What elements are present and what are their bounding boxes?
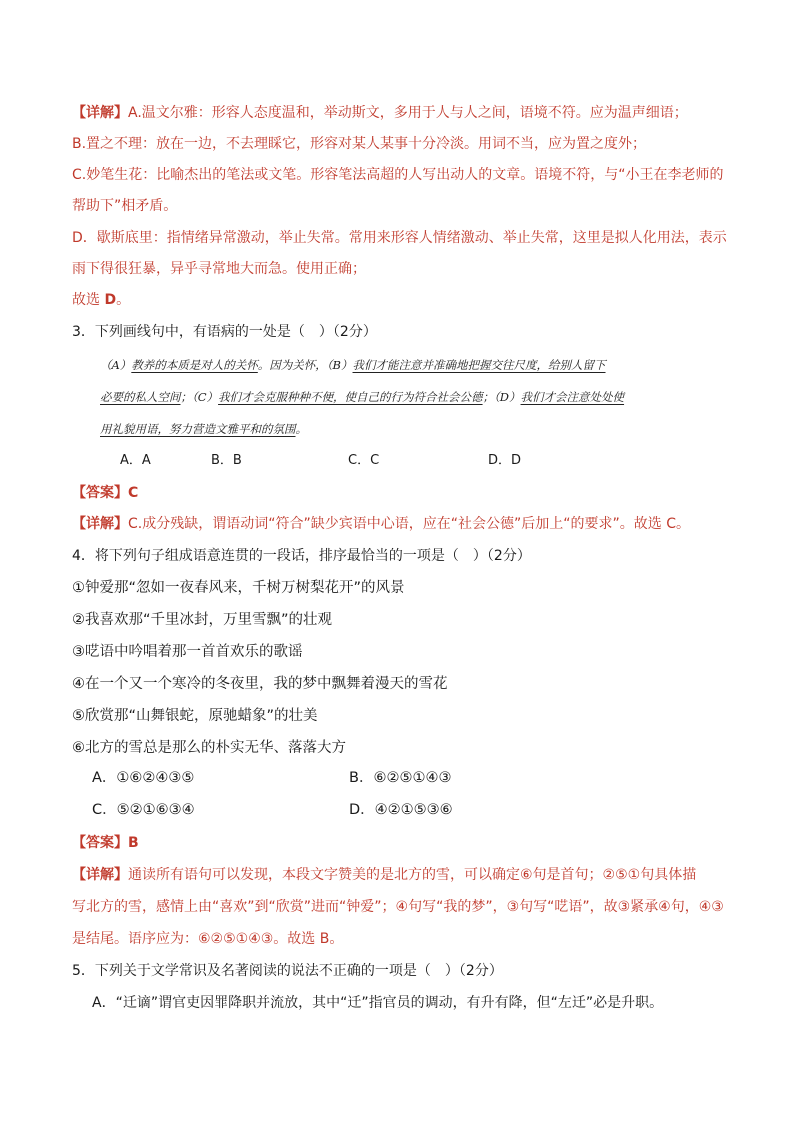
q4-option-a: A．①⑥②④③⑤ xyxy=(92,770,195,786)
detail-text: 通读所有语句可以发现，本段文字赞美的是北方的雪，可以确定⑥句是首句；②⑤①句具体描 xyxy=(128,867,697,883)
detail-text: A.温文尔雅：形容人态度温和，举动斯文，多用于人与人之间，语境不符。应为温声细语； xyxy=(128,105,688,121)
q4-answer xyxy=(72,834,139,852)
detail-line-c: C.妙笔生花：比喻杰出的笔法或文笔。形容笔法高超的人写出动人的文章。语境不符，与“小王在李老师的 xyxy=(72,167,724,183)
q3-passage-line-3 xyxy=(100,421,307,437)
q3-underline-b: 我们才能注意并准确地把握交往尺度，给别人留下 xyxy=(352,358,606,372)
q5-option-a: A．“迁谪”谓官吏因罪降职并流放，其中“迁”指官员的调动，有升有降，但“左迁”必是升职。 xyxy=(92,995,664,1011)
q3-option-c: C．C xyxy=(348,453,380,468)
q3-mark-c: ；（C） xyxy=(180,390,219,404)
answer-value: B xyxy=(128,835,139,851)
q4-item-6: ⑥北方的雪总是那么的朴实无华、落落大方 xyxy=(72,740,346,756)
q4-item-3: ③呓语中吟唱着那一首首欢乐的歌谣 xyxy=(72,644,303,660)
q4-detail-line-2: 写北方的雪，感情上由“喜欢”到“欣赏”进而“钟爱”；④句写“我的梦”，③句写“呓语”，故③紧承④句，④③ xyxy=(72,899,724,915)
detail-line-d: D．歇斯底里：指情绪异常激动，举止失常。常用来形容人情绪激动、举止失常，这里是拟人化用法，表示 xyxy=(72,230,727,246)
q4-option-b: B．⑥②⑤①④③ xyxy=(349,770,452,786)
q3-passage-line-1 xyxy=(100,357,606,373)
q3-answer xyxy=(72,484,138,502)
q3-option-a: A．A xyxy=(120,453,151,468)
answer-value: C xyxy=(128,485,139,501)
q4-option-c: C．⑤②①⑥③④ xyxy=(92,802,195,818)
q3-underline-a: 教养的本质是对人的关怀 xyxy=(131,358,258,372)
q3-stem: 3．下列画线句中，有语病的一处是（ ）（2分） xyxy=(72,324,377,340)
q4-detail-line-3: 是结尾。语序应为：⑥②⑤①④③。故选 B。 xyxy=(72,931,344,947)
detail-line-b: B.置之不理：放在一边，不去理睬它，形容对某人某事十分冷淡。用词不当，应为置之度外； xyxy=(72,136,647,152)
detail-tag: 【详解】 xyxy=(72,105,128,121)
q3-mark-b: 。因为关怀，（B） xyxy=(257,358,353,372)
q4-stem: 4．将下列句子组成语意连贯的一段话，排序最恰当的一项是（ ）（2分） xyxy=(72,548,531,564)
detail-conclusion xyxy=(72,291,130,309)
detail-line-c-cont: 帮助下”相矛盾。 xyxy=(72,198,178,214)
q4-item-1: ①钟爱那“忽如一夜春风来，千树万树梨花开”的风景 xyxy=(72,580,405,596)
q4-item-5: ⑤欣赏那“山舞银蛇，原驰蜡象”的壮美 xyxy=(72,708,318,724)
q4-item-4: ④在一个又一个寒冷的冬夜里，我的梦中飘舞着漫天的雪花 xyxy=(72,676,448,692)
q3-underline-d: 我们才会注意处处使 xyxy=(520,390,625,404)
detail-tag: 【详解】 xyxy=(72,516,128,532)
q3-option-b: B．B xyxy=(211,453,242,468)
q3-underline-d-cont: 用礼貌用语，努力营造文雅平和的氛围 xyxy=(100,422,296,436)
q3-underline-b-cont: 必要的私人空间 xyxy=(100,390,181,404)
q3-passage-line-2 xyxy=(100,389,624,405)
q3-end: 。 xyxy=(295,422,307,436)
q3-underline-c: 我们才会克服种种不便，使自己的行为符合社会公德 xyxy=(218,390,483,404)
q3-detail xyxy=(72,515,690,533)
detail-line-a xyxy=(72,104,688,122)
q4-option-d: D．④②①⑤③⑥ xyxy=(349,802,453,818)
q4-detail-line-1 xyxy=(72,866,696,884)
q3-mark-a: （A） xyxy=(100,358,132,372)
detail-line-d-cont: 雨下得很狂暴，异乎寻常地大而急。使用正确； xyxy=(72,261,366,277)
q3-option-d: D．D xyxy=(488,453,522,468)
q3-mark-d: ；（D） xyxy=(482,390,521,404)
conclusion-choice: D xyxy=(104,292,117,308)
q4-item-2: ②我喜欢那“千里冰封，万里雪飘”的壮观 xyxy=(72,612,333,628)
detail-text: C.成分残缺，谓语动词“符合”缺少宾语中心语，应在“社会公德”后加上“的要求”。故选 C。 xyxy=(128,516,690,532)
q5-stem: 5．下列关于文学常识及名著阅读的说法不正确的一项是（ ）（2分） xyxy=(72,963,503,979)
conclusion-end: 。 xyxy=(116,292,131,308)
detail-tag: 【详解】 xyxy=(72,867,128,883)
answer-tag: 【答案】 xyxy=(72,835,128,851)
conclusion-text: 故选 xyxy=(72,292,105,308)
answer-tag: 【答案】 xyxy=(72,485,128,501)
